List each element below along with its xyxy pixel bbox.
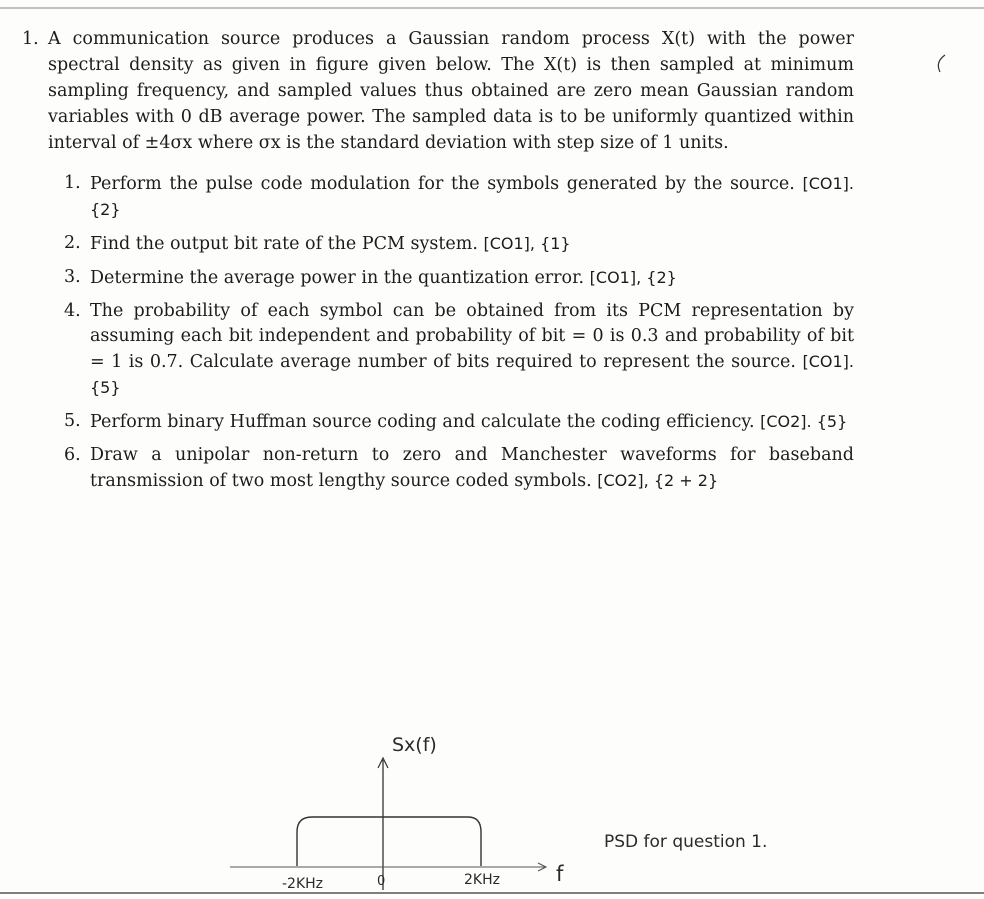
question-stem: A communication source produces a Gaussian random process X(t) with the power spectral density as given in figure given below. The X(t) is then sampled at minimum sampling frequency, and sampled values thus obtained are zero mean Gaussian random variables with 0 dB average power. The sampled data is to be uniformly quantized within interval of ±4σx where σx is the standard deviation with step size of 1 units. <box>48 29 854 153</box>
tick-label-zero: 0 <box>377 874 386 889</box>
subquestion-item: 6. Draw a unipolar non-return to zero and Manchester waveforms for baseband transmission of two most lengthy source coded symbols. [CO2], {2 + 2} <box>64 445 854 491</box>
tick-label-pos: 2KHz <box>464 872 500 888</box>
subquestion-item: 5. Perform binary Huffman source coding and calculate the coding efficiency. [CO2]. {5} <box>64 411 848 432</box>
figure-caption: PSD for question 1. <box>604 832 768 852</box>
tick-label-neg: -2KHz <box>282 876 324 892</box>
subquestion-item: 4. The probability of each symbol can be obtained from its PCM representation by assuming each bit independent and probability of bit = 0 is 0.3 and probability of bit = 1 is 0.7. Calculate average number of bits required to represent the source. [CO1]. {5} <box>64 301 854 397</box>
subquestion-item: 1. Perform the pulse code modulation for the symbols generated by the source. [CO1]. {2} <box>64 173 854 219</box>
psd-rectangle <box>297 817 481 866</box>
subquestion-item: 2. Find the output bit rate of the PCM system. [CO1], {1} <box>64 233 571 254</box>
question-number: 1. <box>22 29 39 49</box>
x-axis-label: f <box>556 862 564 886</box>
subquestion-item: 3. Determine the average power in the quantization error. [CO1], {2} <box>64 267 677 288</box>
stray-pen-mark <box>938 55 945 72</box>
y-axis-label: Sx(f) <box>392 734 437 756</box>
